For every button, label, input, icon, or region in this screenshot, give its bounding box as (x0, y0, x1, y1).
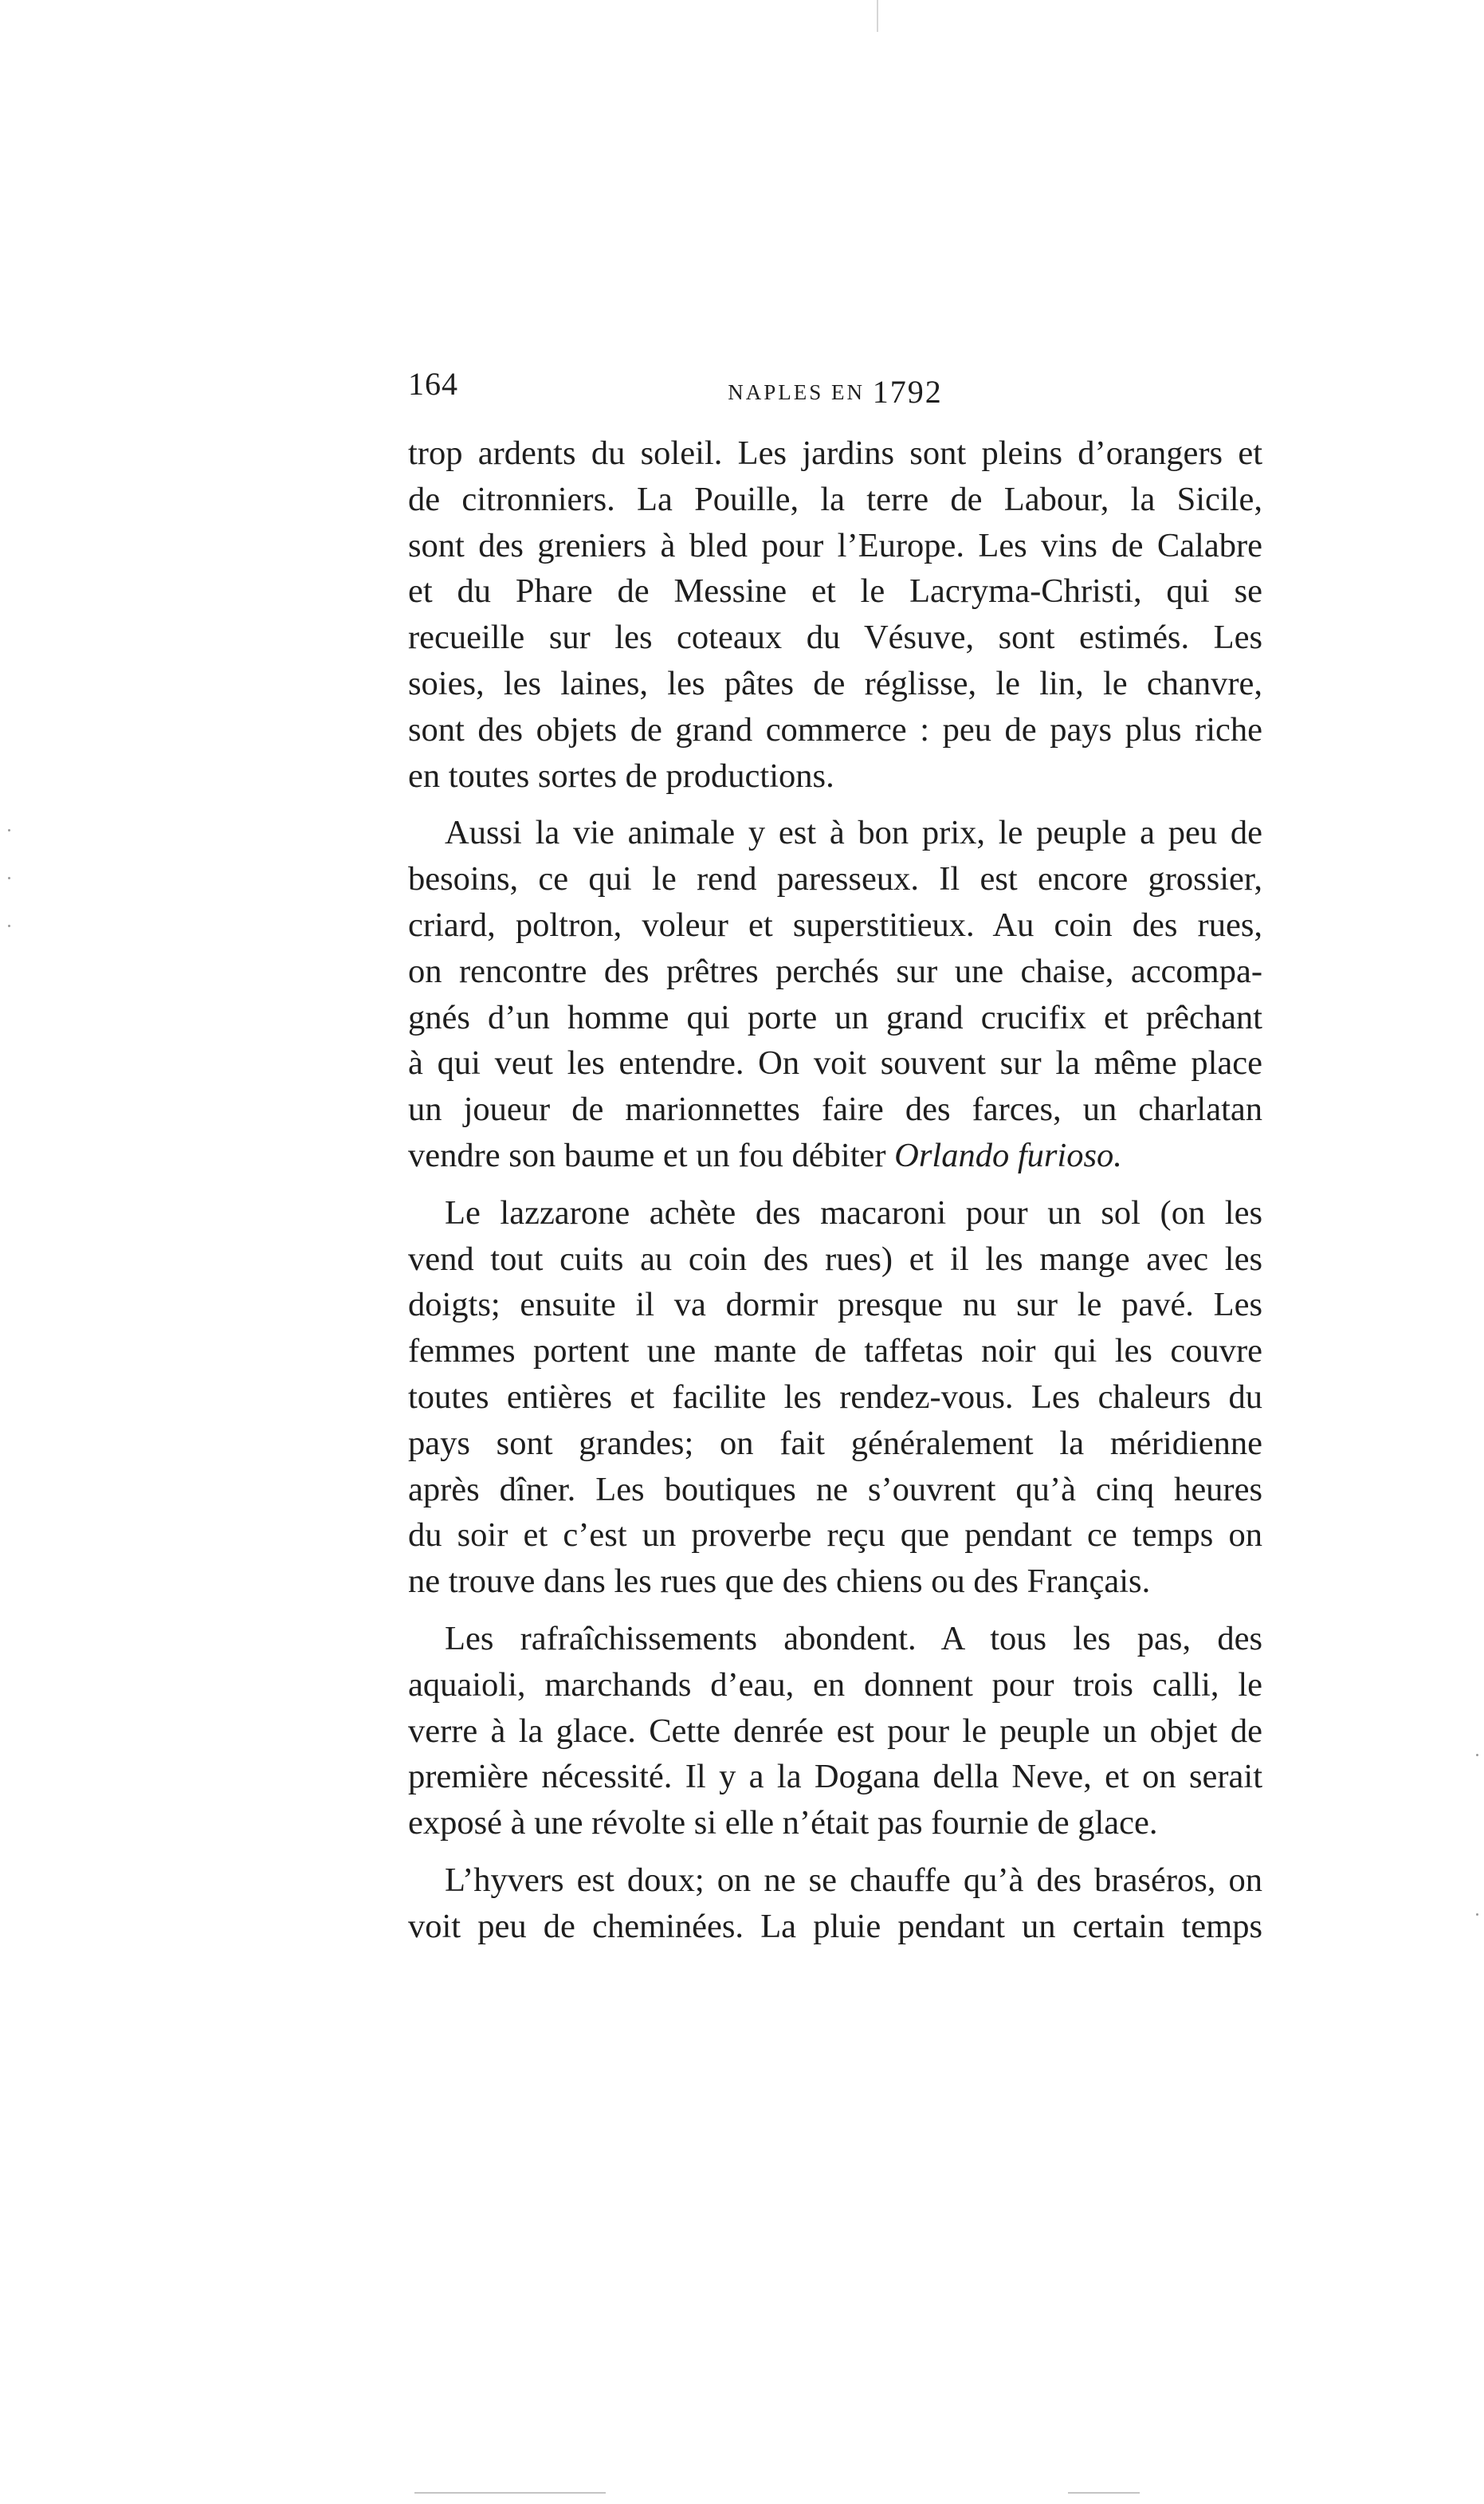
text-line: un joueur de marionnettes faire des farces, un charlatan (408, 1091, 1262, 1129)
paragraph-2 (408, 810, 1262, 1178)
scan-speck (8, 925, 10, 927)
text-line: ne trouve dans les rues que des chiens ou des Français. (408, 1563, 1151, 1601)
text-line: Les rafraîchissements abondent. A tous les pas, des (445, 1619, 1262, 1657)
text-line: doigts; ensuite il va dormir presque nu sur le pavé. Les (408, 1286, 1262, 1324)
text-line: après dîner. Les boutiques ne s’ouvrent qu’à cinq heures (408, 1470, 1262, 1508)
running-head (408, 365, 1262, 413)
text-line: aquaioli, marchands d’eau, en donnent pour trois calli, le (408, 1665, 1262, 1704)
text-line: du soir et c’est un proverbe reçu que pendant ce temps on (408, 1516, 1262, 1555)
text-line: première nécessité. Il y a la Dogana della Neve, et on serait (408, 1758, 1262, 1796)
page-number: 164 (408, 366, 458, 402)
text-line: et du Phare de Messine et le Lacryma-Christi, qui se (408, 572, 1262, 611)
text-line: en toutes sortes de productions. (408, 757, 834, 795)
text-line: femmes portent une mante de taffetas noir qui les couvre (408, 1332, 1262, 1370)
scan-speck (1476, 1754, 1478, 1756)
text-line: criard, poltron, voleur et superstitieux. Au coin des rues, (408, 906, 1262, 944)
scan-mark-bottom (1068, 2492, 1140, 2494)
paragraph-5 (408, 1857, 1262, 1950)
text-line: pays sont grandes; on fait généralement la méridienne (408, 1424, 1262, 1462)
text-line: soies, les laines, les pâtes de réglisse, le lin, le chanvre, (408, 664, 1262, 702)
text-line: recueille sur les coteaux du Vésuve, sont estimés. Les (408, 619, 1262, 657)
text-line-roman: vendre son baume et un fou débiter (408, 1136, 895, 1174)
running-title-text: NAPLES EN (728, 380, 865, 404)
text-line: sont des objets de grand commerce : peu de pays plus riche (408, 710, 1262, 749)
scan-mark-top (877, 0, 878, 32)
scan-speck (1476, 1913, 1478, 1916)
text-line: sont des greniers à bled pour l’Europe. Les vins de Calabre (408, 526, 1262, 564)
text-line (408, 1133, 1262, 1179)
running-title-year: 1792 (872, 374, 943, 410)
body-text (408, 430, 1262, 1961)
text-line: vend tout cuits au coin des rues) et il les mange avec les (408, 1240, 1262, 1278)
text-line: voit peu de cheminées. La pluie pendant un certain temps (408, 1907, 1262, 1945)
scan-mark-bottom (414, 2492, 606, 2494)
running-title (408, 370, 1262, 410)
text-line: à qui veut les entendre. On voit souvent sur la même place (408, 1044, 1262, 1083)
scan-speck (8, 877, 10, 879)
text-line: verre à la glace. Cette denrée est pour le peuple un objet de (408, 1712, 1262, 1750)
paragraph-3 (408, 1190, 1262, 1605)
text-line: trop ardents du soleil. Les jardins sont pleins d’orangers et (408, 434, 1262, 472)
text-line: on rencontre des prêtres perchés sur une chaise, accompa- (408, 952, 1262, 990)
italic-title: Orlando furioso. (894, 1136, 1122, 1174)
text-line: besoins, ce qui le rend paresseux. Il est encore grossier, (408, 860, 1262, 898)
paragraph-4 (408, 1616, 1262, 1846)
scan-speck (8, 829, 10, 831)
paragraph-1 (408, 430, 1262, 799)
text-line: gnés d’un homme qui porte un grand crucifix et prêchant (408, 998, 1262, 1036)
text-line: Aussi la vie animale y est à bon prix, le peuple a peu de (445, 814, 1262, 852)
text-line: L’hyvers est doux; on ne se chauffe qu’à des braséros, on (445, 1861, 1262, 1899)
text-line: Le lazzarone achète des macaroni pour un sol (on les (445, 1193, 1262, 1232)
text-line: exposé à une révolte si elle n’était pas fournie de glace. (408, 1804, 1158, 1842)
text-line: de citronniers. La Pouille, la terre de Labour, la Sicile, (408, 480, 1262, 518)
text-line: toutes entières et facilite les rendez-vous. Les chaleurs du (408, 1378, 1262, 1416)
